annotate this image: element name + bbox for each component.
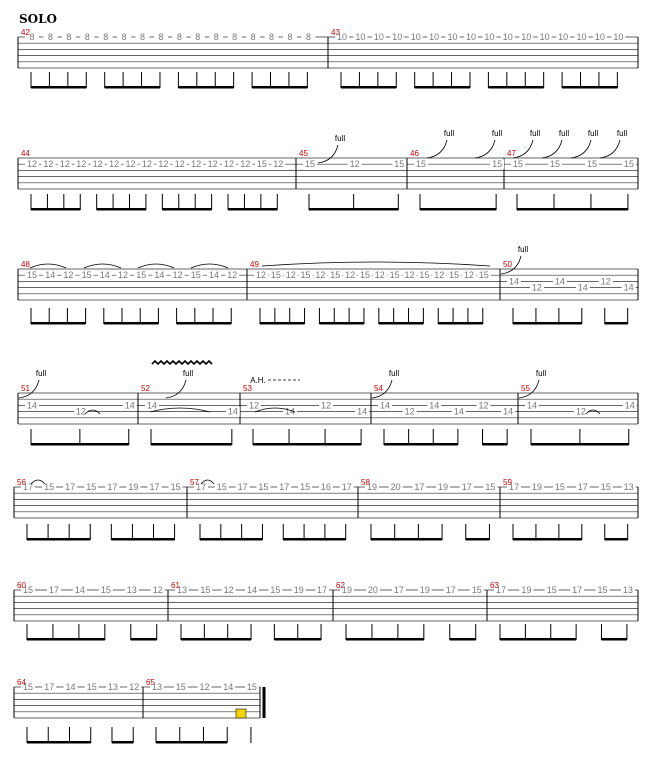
fret-number: 15: [246, 682, 257, 692]
fret-number: 12: [199, 682, 210, 692]
beam: [605, 538, 628, 541]
fret-number: 12: [404, 270, 415, 281]
bend-label: full: [587, 129, 599, 138]
fret-number: 13: [622, 585, 633, 595]
bend-label: full: [517, 245, 529, 254]
bend-arrow: [427, 140, 447, 158]
fret-number: 13: [126, 585, 137, 595]
fret-number: 10: [558, 32, 569, 42]
fret-number: 19: [293, 585, 304, 595]
fret-number: 12: [76, 159, 87, 170]
fret-number: 15: [86, 482, 97, 492]
measure-number: 46: [410, 149, 419, 158]
beam: [260, 322, 305, 325]
beam: [415, 86, 470, 89]
fret-number: 17: [279, 482, 290, 492]
fret-number: 10: [336, 32, 348, 42]
fret-number: 8: [305, 32, 311, 42]
bend-arrow: [600, 140, 620, 158]
fret-number: 15: [623, 159, 634, 170]
bend-label: full: [388, 369, 400, 378]
fret-number: 19: [438, 482, 449, 492]
fret-number: 15: [22, 585, 34, 595]
fret-number: 19: [366, 482, 378, 492]
fret-number: 12: [463, 270, 474, 281]
fret-number: 19: [521, 585, 532, 595]
fret-number: 19: [419, 585, 430, 595]
fret-number: 12: [109, 159, 120, 170]
beam: [27, 741, 91, 744]
fret-number: 17: [393, 585, 404, 595]
measure-number: 48: [21, 260, 30, 269]
fret-number: 8: [103, 32, 109, 42]
harmonic-label: A.H.: [250, 376, 266, 385]
measure-number: 65: [146, 678, 155, 687]
fret-number: 10: [355, 32, 366, 42]
beam: [562, 86, 617, 89]
fret-number: 15: [512, 159, 524, 170]
beam: [97, 208, 146, 211]
beam: [31, 208, 80, 211]
fret-number: 15: [359, 270, 370, 281]
fret-number: 17: [48, 585, 59, 595]
fret-number: 10: [465, 32, 476, 42]
fret-number: 17: [149, 482, 160, 492]
fret-number: 15: [554, 482, 565, 492]
fret-number: 10: [539, 32, 550, 42]
fret-number: 14: [146, 400, 158, 411]
fret-number: 17: [341, 482, 352, 492]
fret-number: 12: [285, 270, 296, 281]
beam: [319, 322, 364, 325]
fret-number: 15: [270, 585, 281, 595]
fret-number: 15: [389, 270, 400, 281]
fret-number: 12: [248, 400, 260, 411]
fret-number: 12: [345, 270, 356, 281]
fret-number: 16: [320, 482, 331, 492]
fret-number: 10: [521, 32, 532, 42]
fret-number: 15: [200, 585, 211, 595]
beam: [483, 443, 508, 446]
fret-number: 14: [526, 400, 538, 411]
fret-number: 14: [453, 406, 464, 417]
beam: [341, 86, 396, 89]
fret-number: 12: [26, 159, 38, 170]
fret-number: 14: [508, 276, 520, 287]
fret-number: 17: [572, 585, 583, 595]
fret-number: 15: [597, 585, 608, 595]
fret-number: 10: [594, 32, 605, 42]
fret-number: 14: [503, 406, 514, 417]
fret-number: 12: [75, 406, 86, 417]
fret-number: 8: [176, 32, 182, 42]
fret-number: 15: [492, 159, 503, 170]
measure-number: 42: [21, 28, 30, 37]
beam: [162, 208, 211, 211]
fret-number: 15: [300, 482, 311, 492]
fret-number: 12: [273, 159, 284, 170]
fret-number: 8: [250, 32, 256, 42]
fret-number: 15: [86, 682, 97, 692]
beam: [111, 538, 174, 541]
fret-number: 17: [445, 585, 456, 595]
fret-number: 15: [304, 159, 316, 170]
fret-number: 12: [223, 585, 234, 595]
fret-number: 8: [84, 32, 90, 42]
fret-number: 17: [22, 482, 34, 492]
fret-number: 15: [136, 270, 147, 281]
beam: [371, 538, 442, 541]
fret-number: 15: [586, 159, 597, 170]
fret-number: 15: [216, 482, 227, 492]
fret-number: 15: [258, 482, 269, 492]
fret-number: 15: [546, 585, 557, 595]
beam: [274, 638, 321, 641]
beam: [178, 86, 233, 89]
fret-number: 17: [237, 482, 248, 492]
slur: [191, 264, 228, 268]
fret-number: 10: [373, 32, 384, 42]
beam: [283, 538, 345, 541]
fret-number: 15: [478, 270, 489, 281]
beam: [181, 638, 251, 641]
measure-number: 62: [336, 581, 345, 590]
slur: [138, 264, 174, 268]
fret-number: 12: [404, 406, 415, 417]
measure-number: 56: [17, 478, 26, 487]
fret-number: 15: [256, 159, 267, 170]
vibrato-mark: [152, 361, 212, 364]
fret-number: 15: [485, 482, 496, 492]
fret-number: 12: [118, 270, 129, 281]
measure-number: 59: [503, 478, 512, 487]
fret-number: 12: [191, 159, 202, 170]
fret-number: 15: [549, 159, 560, 170]
fret-number: 15: [419, 270, 430, 281]
fret-number: 14: [357, 406, 368, 417]
measure-number: 58: [361, 478, 370, 487]
bend-arrow: [571, 140, 591, 158]
measure-number: 44: [21, 149, 30, 158]
beam: [131, 638, 157, 641]
fret-number: 12: [255, 270, 267, 281]
fret-number: 12: [374, 270, 385, 281]
fret-number: 14: [624, 400, 635, 411]
bend-label: full: [529, 129, 541, 138]
fret-number: 10: [429, 32, 440, 42]
bend-arrow: [318, 145, 338, 163]
measure-number: 43: [331, 28, 340, 37]
fret-number: 17: [577, 482, 588, 492]
beam: [309, 208, 398, 211]
fret-number: 17: [461, 482, 472, 492]
slur: [30, 264, 66, 268]
fret-number: 12: [125, 159, 136, 170]
measure-number: 63: [490, 581, 499, 590]
fret-number: 15: [170, 482, 181, 492]
fret-number: 12: [172, 270, 183, 281]
fret-number: 8: [287, 32, 293, 42]
fret-number: 8: [232, 32, 238, 42]
fret-number: 20: [390, 482, 401, 492]
bend-arrow: [513, 140, 533, 158]
fret-number: 14: [99, 270, 110, 281]
beam: [177, 322, 232, 325]
bend-label: full: [491, 129, 503, 138]
bend-arrow: [475, 140, 495, 158]
fret-number: 15: [600, 482, 611, 492]
fret-number: 20: [367, 585, 378, 595]
fret-number: 12: [227, 270, 238, 281]
fret-number: 8: [269, 32, 275, 42]
fret-number: 14: [124, 400, 135, 411]
beam: [605, 322, 628, 325]
fret-number: 15: [415, 159, 427, 170]
fret-number: 12: [92, 159, 103, 170]
measure-number: 52: [141, 384, 150, 393]
measure-number: 49: [250, 260, 259, 269]
measure-number: 60: [17, 581, 26, 590]
fret-number: 12: [63, 270, 74, 281]
fret-number: 13: [623, 482, 634, 492]
fret-number: 12: [43, 159, 54, 170]
fret-number: 8: [195, 32, 201, 42]
fret-number: 13: [107, 682, 118, 692]
slur: [262, 262, 490, 266]
fret-number: 10: [392, 32, 403, 42]
fret-number: 12: [240, 159, 251, 170]
slur: [586, 410, 600, 414]
measure-number: 54: [374, 384, 383, 393]
fret-number: 8: [47, 32, 53, 42]
slur: [84, 264, 121, 268]
fret-number: 19: [531, 482, 542, 492]
fret-number: 14: [223, 682, 234, 692]
beam: [531, 443, 629, 446]
beam: [379, 322, 424, 325]
fret-number: 12: [129, 682, 140, 692]
fret-number: 17: [508, 482, 520, 492]
fret-number: 17: [195, 482, 207, 492]
beam: [31, 86, 86, 89]
fret-number: 14: [429, 400, 440, 411]
bend-label: full: [35, 369, 47, 378]
beam: [517, 208, 628, 211]
beam: [200, 538, 262, 541]
fret-number: 12: [59, 159, 70, 170]
fret-number: 15: [471, 585, 482, 595]
fret-number: 17: [317, 585, 328, 595]
fret-number: 14: [154, 270, 165, 281]
beam: [384, 443, 458, 446]
measure-number: 55: [521, 384, 530, 393]
measure-number: 47: [507, 149, 516, 158]
bend-arrow: [166, 380, 186, 398]
fret-number: 8: [66, 32, 72, 42]
cursor-marker: [236, 709, 246, 718]
fret-number: 14: [26, 400, 38, 411]
fret-number: 15: [449, 270, 460, 281]
bend-label: full: [443, 129, 455, 138]
fret-number: 17: [65, 482, 76, 492]
beam: [513, 322, 582, 325]
beam: [156, 741, 227, 744]
tab-system: [18, 269, 638, 325]
fret-number: 12: [141, 159, 152, 170]
fret-number: 14: [45, 270, 56, 281]
fret-number: 13: [151, 682, 163, 692]
fret-number: 14: [577, 282, 588, 293]
beam: [31, 322, 86, 325]
measure-number: 50: [503, 260, 512, 269]
fret-number: 17: [44, 682, 55, 692]
fret-number: 12: [207, 159, 218, 170]
fret-number: 15: [394, 159, 405, 170]
fret-number: 14: [623, 282, 634, 293]
measure-number: 57: [190, 478, 199, 487]
beam: [252, 86, 307, 89]
measure-number: 53: [243, 384, 252, 393]
fret-number: 14: [379, 400, 391, 411]
fret-number: 10: [613, 32, 624, 42]
fret-number: 12: [575, 406, 586, 417]
fret-number: 14: [227, 406, 238, 417]
bend-arrow: [542, 140, 562, 158]
fret-number: 10: [410, 32, 421, 42]
fret-number: 8: [158, 32, 164, 42]
fret-number: 15: [330, 270, 341, 281]
fret-number: 15: [26, 270, 38, 281]
fret-number: 10: [484, 32, 495, 42]
fret-number: 15: [44, 482, 55, 492]
measure-number: 45: [299, 149, 308, 158]
fret-number: 17: [414, 482, 425, 492]
fret-number: 15: [300, 270, 311, 281]
measure-number: 61: [171, 581, 180, 590]
beam: [488, 86, 543, 89]
beam: [27, 638, 105, 641]
fret-number: 14: [247, 585, 258, 595]
measure-number: 64: [17, 678, 26, 687]
fret-number: 15: [175, 682, 186, 692]
fret-number: 10: [447, 32, 458, 42]
fret-number: 14: [65, 682, 76, 692]
fret-number: 15: [22, 682, 34, 692]
beam: [27, 538, 90, 541]
fret-number: 12: [158, 159, 169, 170]
fret-number: 12: [478, 400, 489, 411]
beam: [105, 86, 160, 89]
bend-label: full: [182, 369, 194, 378]
fret-number: 17: [495, 585, 507, 595]
fret-number: 13: [176, 585, 188, 595]
beam: [450, 638, 476, 641]
fret-number: 19: [128, 482, 139, 492]
fret-number: 12: [224, 159, 235, 170]
fret-number: 12: [434, 270, 445, 281]
bend-label: full: [334, 134, 346, 143]
fret-number: 14: [285, 406, 296, 417]
beam: [420, 208, 496, 211]
fret-number: 12: [152, 585, 163, 595]
section-title: SOLO: [19, 12, 58, 26]
fret-number: 15: [270, 270, 281, 281]
fret-number: 12: [600, 276, 611, 287]
beam: [31, 443, 129, 446]
beam: [500, 638, 576, 641]
fret-number: 8: [213, 32, 219, 42]
bend-label: full: [535, 369, 547, 378]
beam: [438, 322, 483, 325]
beam: [104, 322, 159, 325]
beam: [228, 208, 277, 211]
fret-number: 12: [174, 159, 185, 170]
beam: [466, 538, 490, 541]
bend-label: full: [558, 129, 570, 138]
fret-number: 14: [74, 585, 85, 595]
fret-number: 15: [100, 585, 111, 595]
bend-label: full: [616, 129, 628, 138]
fret-number: 19: [341, 585, 353, 595]
fret-number: 12: [321, 400, 332, 411]
fret-number: 15: [190, 270, 201, 281]
fret-number: 8: [29, 32, 35, 42]
fret-number: 14: [554, 276, 565, 287]
fret-number: 15: [81, 270, 92, 281]
beam: [346, 638, 424, 641]
fret-number: 12: [315, 270, 326, 281]
beam: [151, 443, 232, 446]
fret-number: 8: [140, 32, 146, 42]
beam: [513, 538, 582, 541]
fret-number: 12: [349, 159, 360, 170]
beam: [253, 443, 361, 446]
fret-number: 17: [107, 482, 118, 492]
fret-number: 12: [531, 282, 542, 293]
fret-number: 10: [502, 32, 513, 42]
fret-number: 14: [209, 270, 220, 281]
fret-number: 8: [121, 32, 127, 42]
fret-number: 10: [576, 32, 587, 42]
beam: [112, 741, 133, 744]
beam: [602, 638, 627, 641]
measure-number: 51: [21, 384, 30, 393]
